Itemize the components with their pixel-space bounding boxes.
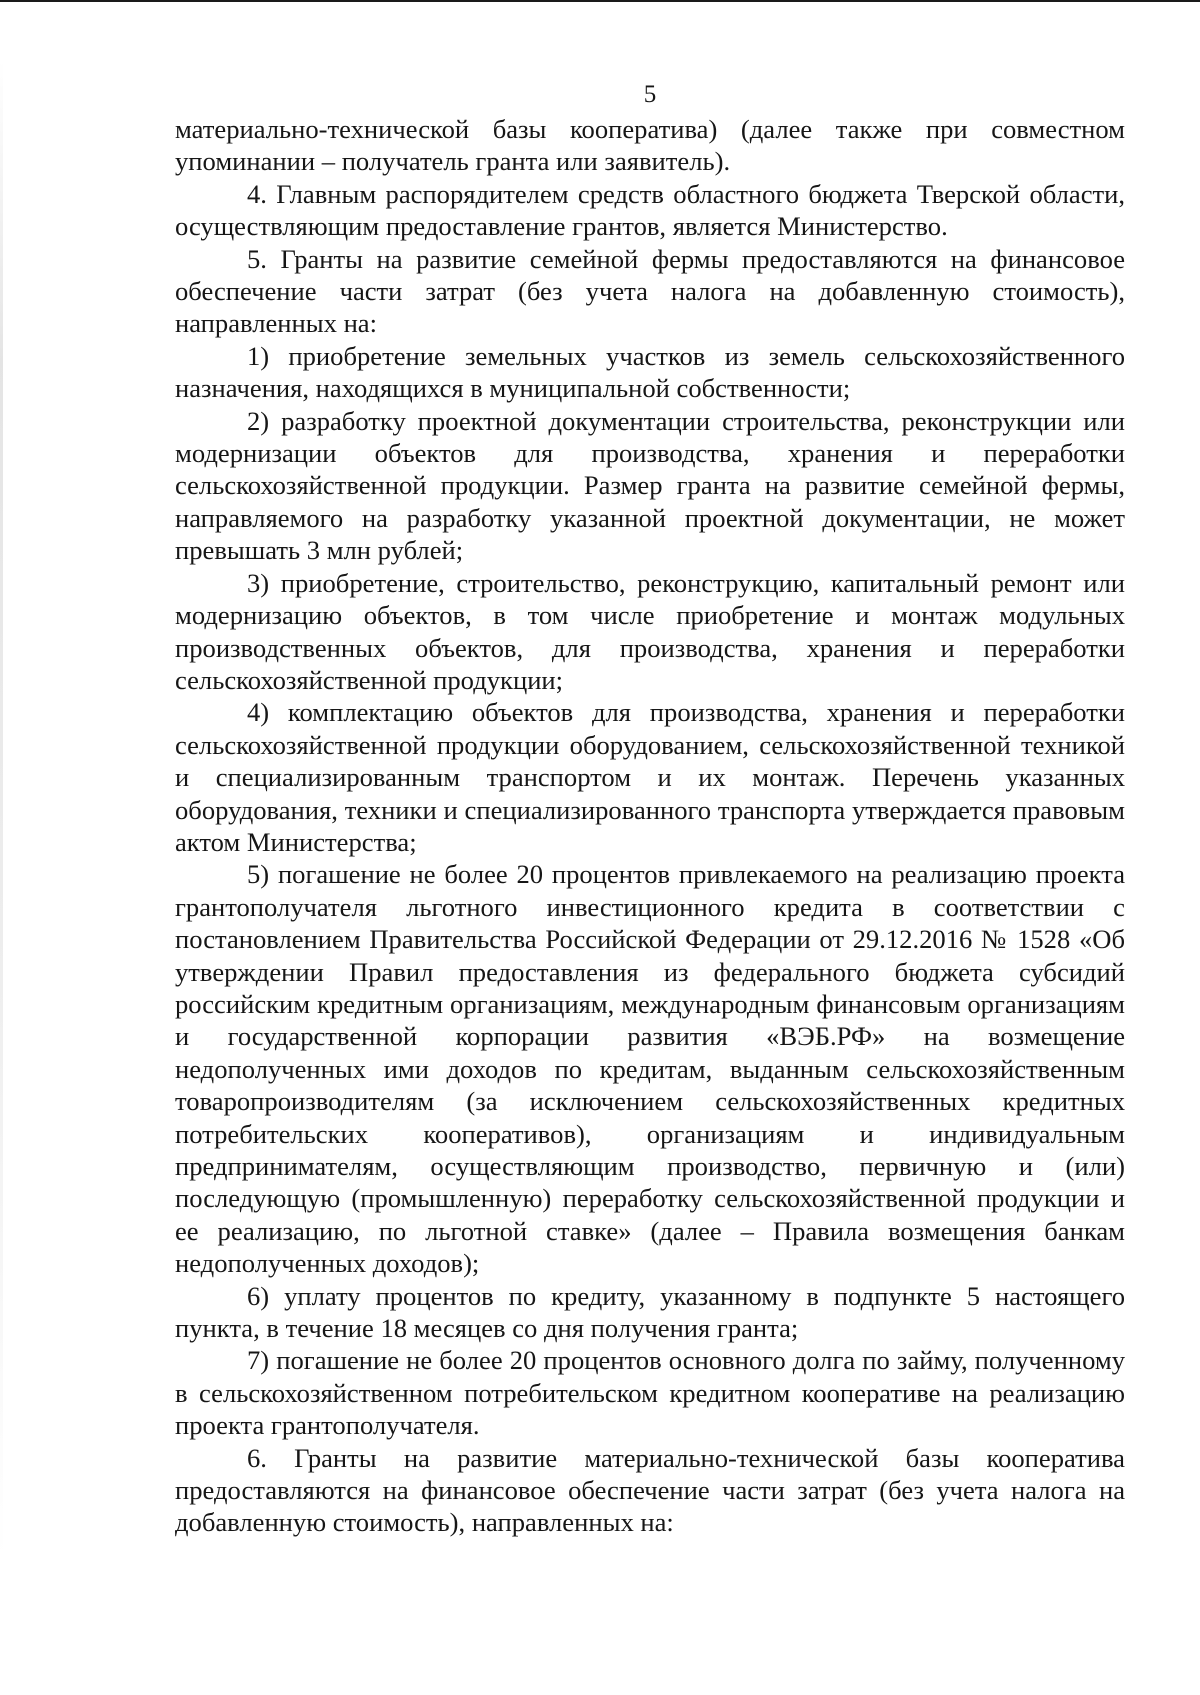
subitem-3: 3) приобретение, строительство, реконструкцию, капитальный ремонт или модернизацию объектов, в том числе приобретение и монтаж модульных производственных объектов, для производства, хранения и переработки сельскохозяйственной продукции; <box>175 567 1125 695</box>
paragraph-item-6: 6. Гранты на развитие материально-технической базы кооператива предоставляются на финансовое обеспечение части затрат (без учета налога на добавленную стоимость), направленных на: <box>175 1442 1125 1538</box>
scan-left-shadow <box>0 60 3 1560</box>
paragraph-continuation: материально-технической базы кооператива) (далее также при совместном упоминании – получатель гранта или заявитель). <box>175 114 1125 177</box>
subitem-4: 4) комплектацию объектов для производства, хранения и переработки сельскохозяйственной продукции оборудованием, сельскохозяйственной техникой и специализированным транспортом и их монтаж. Перечень указанных оборудования, техники и специализированного транспорта утверждается правовым актом Министерства; <box>175 697 1125 857</box>
subitem-1: 1) приобретение земельных участков из земель сельскохозяйственного назначения, находящихся в муниципальной собственности; <box>175 340 1125 404</box>
page-number: 5 <box>643 81 657 108</box>
scan-top-edge <box>0 0 1200 2</box>
paragraph-item-4: 4. Главным распорядителем средств областного бюджета Тверской области, осуществляющим предоставление грантов, является Министерство. <box>175 178 1125 242</box>
subitem-5: 5) погашение не более 20 процентов привлекаемого на реализацию проекта грантополучателя льготного инвестиционного кредита в соответствии с постановлением Правительства Российской Федерации от 29.12.2016 № 1528 «Об утверждении Правил предоставления из федерального бюджета субсидий российским кредитным организациям, международным финансовым организациям и государственной корпорации развития «ВЭБ.РФ» на возмещение недополученных ими доходов по кредитам, выданным сельскохозяйственным товаропроизводителям (за исключением сельскохозяйственных кредитных потребительских кооперативов), организациям и индивидуальным предпринимателям, осуществляющим производство, первичную и (или) последующую (промышленную) переработку сельскохозяйственной продукции и ее реализацию, по льготной ставке» (далее – Правила возмещения банкам недополученных доходов); <box>175 859 1125 1279</box>
subitem-6: 6) уплату процентов по кредиту, указанному в подпункте 5 настоящего пункта, в течение 18 месяцев со дня получения гранта; <box>175 1280 1125 1344</box>
subitem-7: 7) погашение не более 20 процентов основного долга по займу, полученному в сельскохозяйственном потребительском кредитном кооперативе на реализацию проекта грантополучателя. <box>175 1345 1125 1441</box>
subitem-2: 2) разработку проектной документации строительства, реконструкции или модернизации объектов для производства, хранения и переработки сельскохозяйственной продукции. Размер гранта на развитие семейной фермы, направляемого на разработку указанной проектной документации, не может превышать 3 млн рублей; <box>175 405 1125 566</box>
paragraph-item-5: 5. Гранты на развитие семейной фермы предоставляются на финансовое обеспечение части затрат (без учета налога на добавленную стоимость), направленных на: <box>175 243 1125 339</box>
document-body <box>175 113 1125 1539</box>
